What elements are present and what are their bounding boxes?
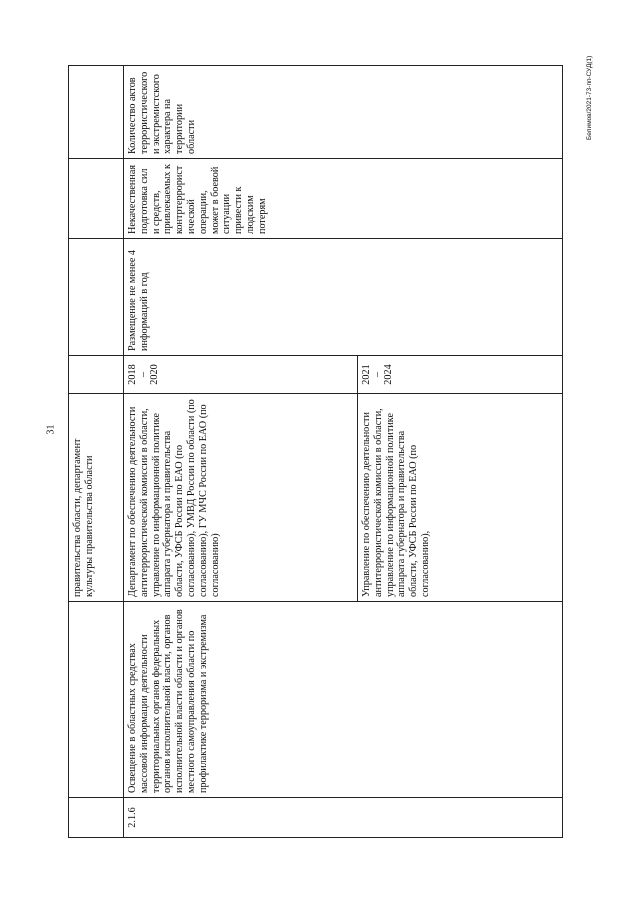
- continuation-row: [69, 66, 124, 838]
- period-2021-2024: [358, 356, 563, 394]
- period-start: 2021: [361, 364, 372, 385]
- cont-risk-cell: [69, 159, 124, 239]
- cont-title-cell: [69, 602, 124, 798]
- measure-title: Освещение в областных средствах массовой информации деятельности территориальных органов федеральных органов исполнительной власти, органов исполнительной власти области и органов местного самоуправления области по профилактике терроризма и экстремизма: [124, 602, 563, 798]
- executor-2021: Управление по обеспечению деятельности антитеррористической комиссии в области, управление по информационной политике аппарата губернатора и правительства области, УФСБ России по ЕАО (по согласованию),: [358, 394, 563, 602]
- program-table: [68, 65, 563, 838]
- period-start: 2018: [127, 364, 138, 385]
- indicator-cell: Количество актов террористического и экстремистского характера на территории области: [124, 66, 563, 159]
- document-code: Белимов/2021-73-пп-СУД(1): [586, 55, 593, 140]
- executor-2018: Департамент по обеспечению деятельности антитеррористической комиссии в области, управление по информационной политике аппарата губернатора и правительства области, УФСБ России по ЕАО (по согласованию), УМВД России по области (по согласованию), ГУ МЧС России по ЕАО (по согласованию): [124, 394, 358, 602]
- period-end: 2024: [383, 364, 394, 385]
- cont-executor-cell: правительства области, департамент культуры правительства области: [69, 394, 124, 602]
- cont-number-cell: [69, 798, 124, 838]
- row-2-1-6: [124, 66, 358, 838]
- cont-period-cell: [69, 356, 124, 394]
- expected-result: Размещение не менее 4 информаций в год: [124, 239, 563, 356]
- rotated-page: [68, 66, 562, 838]
- period-dash: –: [138, 371, 149, 378]
- risk-cell: Некачественная подготовка сил и средств, привлекаемых к контртеррорист ической операции, может в боевой ситуации привести к людским потерям: [124, 159, 563, 239]
- cont-indicator-cell: [69, 66, 124, 159]
- cont-result-cell: [69, 239, 124, 356]
- period-2018-2020: [124, 356, 358, 394]
- period-end: 2020: [149, 364, 160, 385]
- page-number: 31: [45, 424, 57, 435]
- row-number: 2.1.6: [124, 798, 563, 838]
- period-dash: –: [372, 371, 383, 378]
